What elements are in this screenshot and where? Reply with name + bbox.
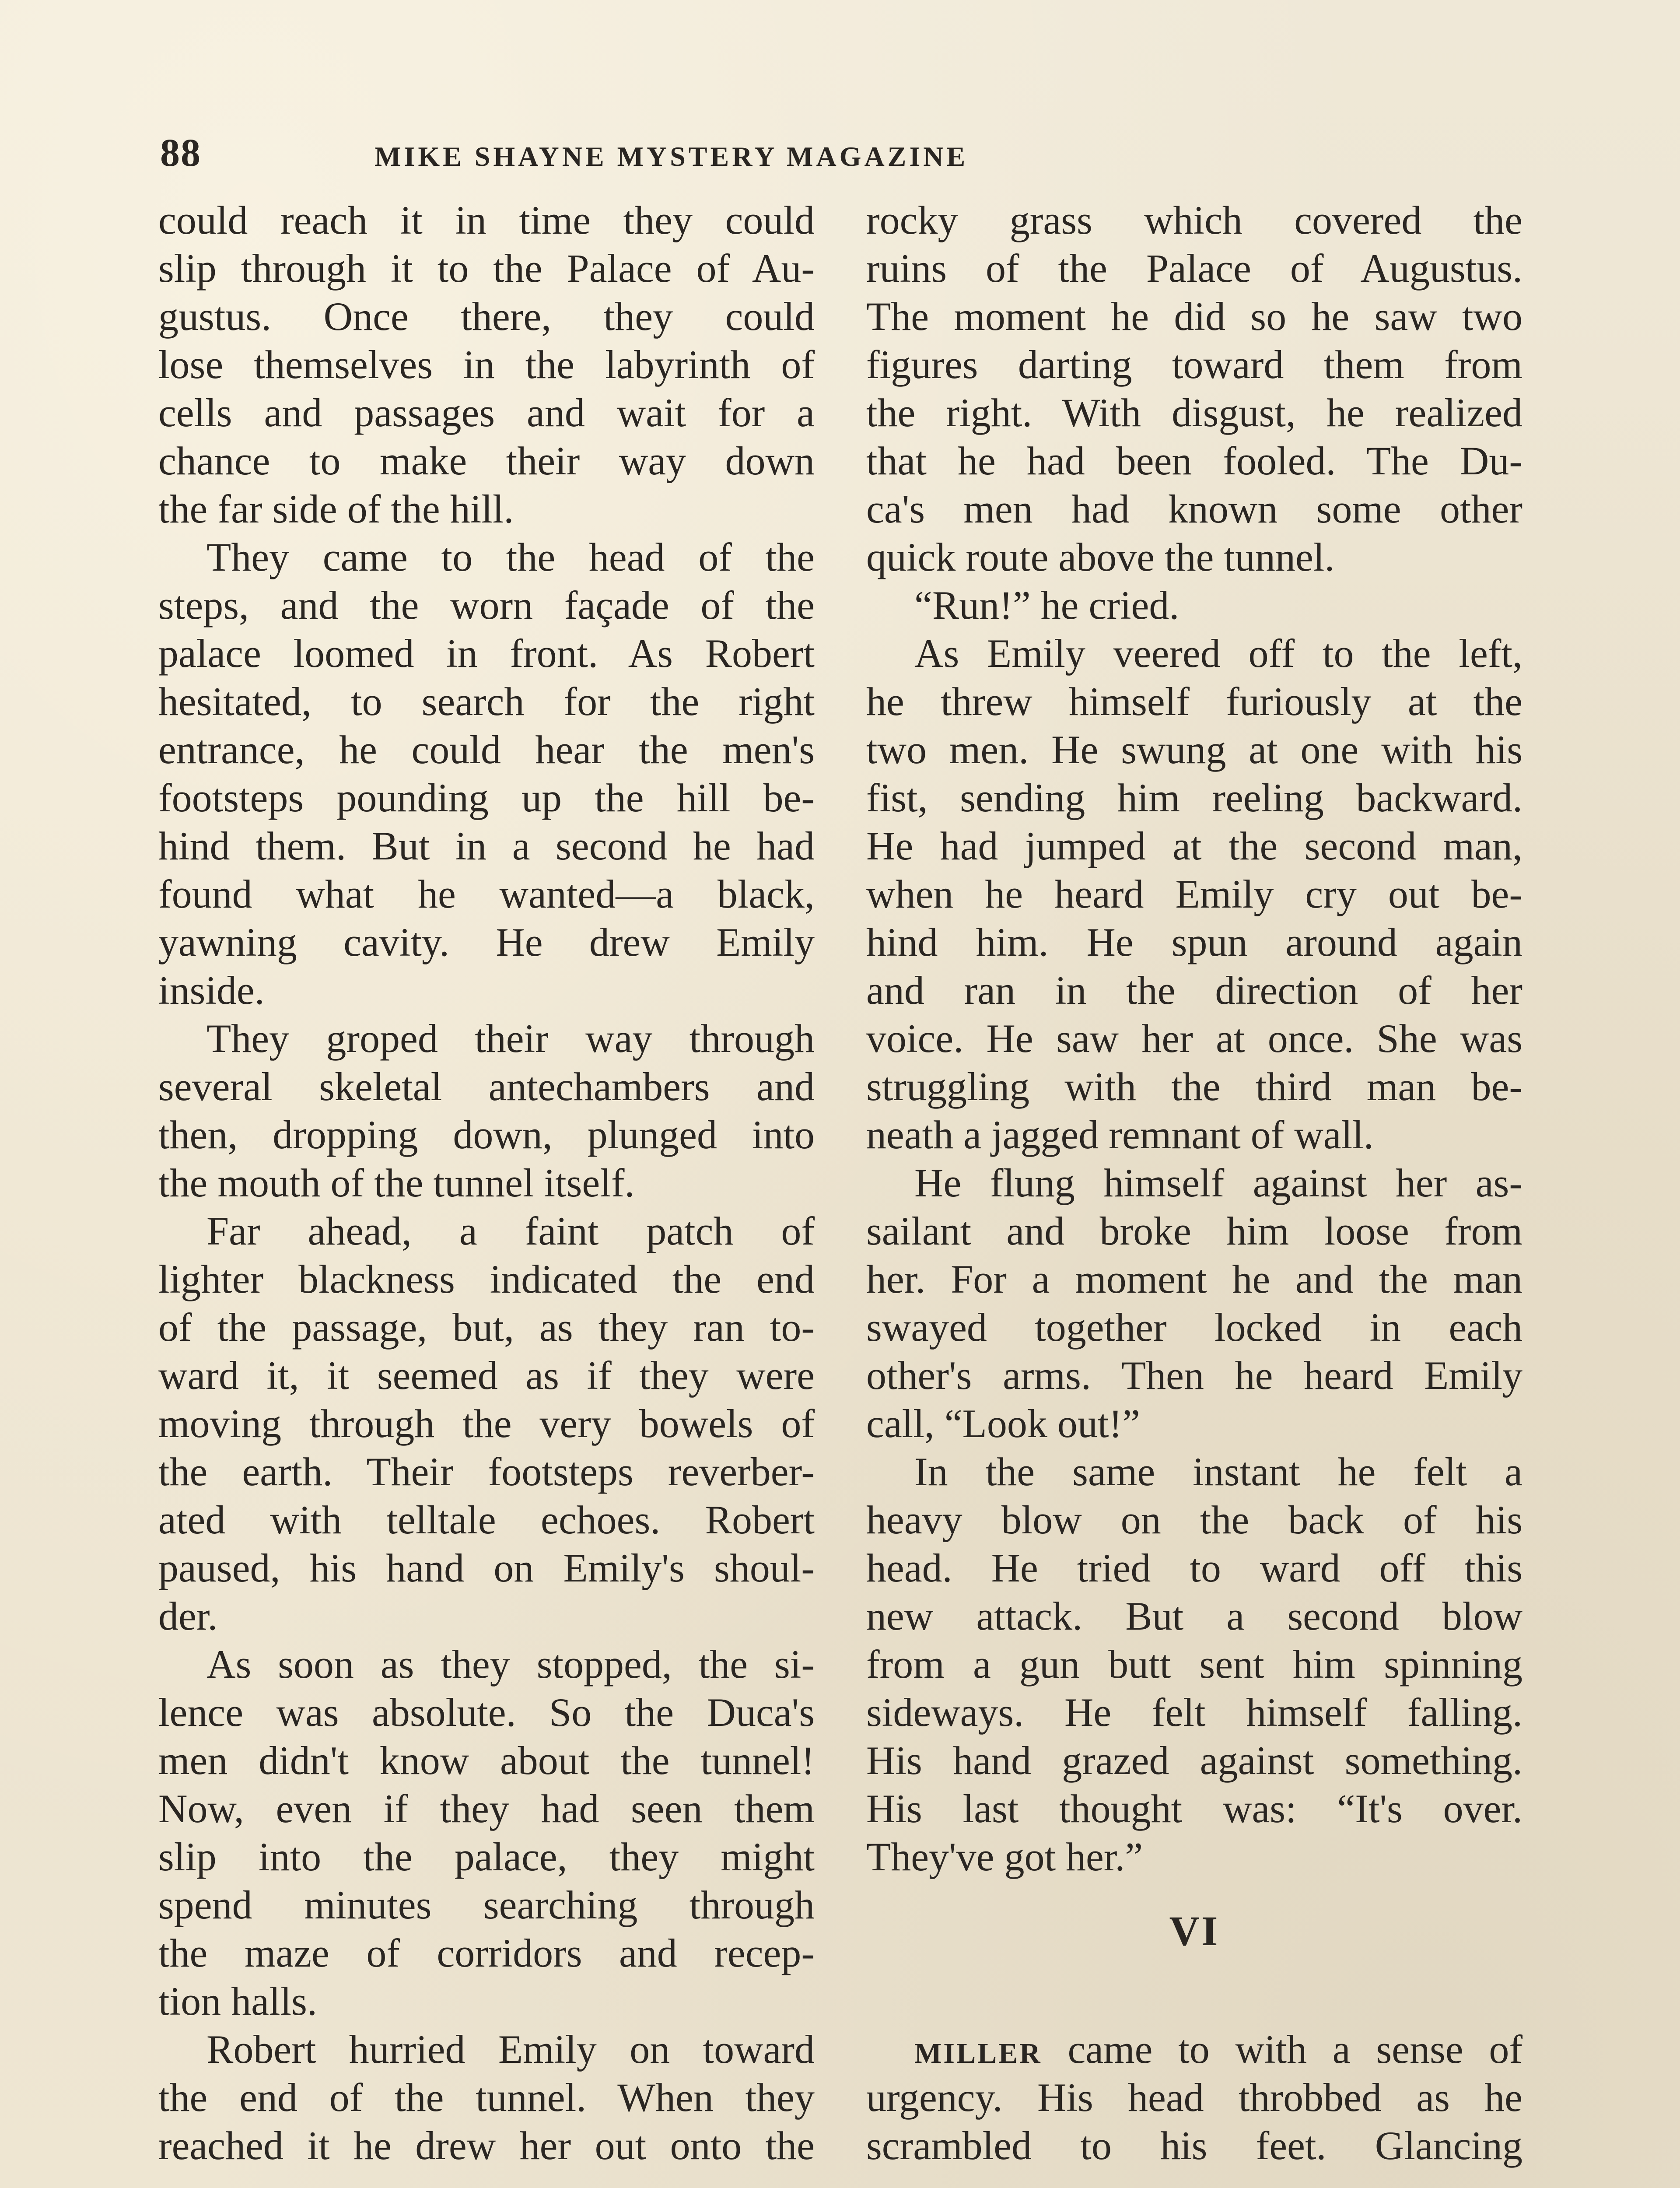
text-line: rocky grass which covered the — [866, 198, 1522, 242]
page-number: 88 — [160, 131, 201, 175]
text-line: neath a jagged remnant of wall. — [866, 1112, 1374, 1157]
text-line: entrance, he could hear the men's — [158, 727, 815, 772]
text-line: struggling with the third man be- — [866, 1064, 1522, 1109]
text-line: Robert hurried Emily on toward — [206, 2027, 815, 2072]
text-line: They've got her.” — [866, 1834, 1143, 1879]
text-line: He had jumped at the second man, — [866, 824, 1522, 868]
text-line: hind them. But in a second he had — [158, 824, 815, 868]
text-line: As soon as they stopped, the si- — [206, 1642, 815, 1687]
text-line: footsteps pounding up the hill be- — [158, 775, 815, 820]
section-number: VI — [1169, 1907, 1220, 1954]
text-line: ated with telltale echoes. Robert — [158, 1497, 815, 1542]
text-line: Far ahead, a faint patch of — [206, 1209, 815, 1253]
text-line: of the passage, but, as they ran to- — [158, 1305, 815, 1350]
text-line: chance to make their way down — [158, 438, 815, 483]
text-line: inside. — [158, 968, 265, 1013]
text-line: reached it he drew her out onto the — [158, 2123, 815, 2168]
text-line: ward it, it seemed as if they were — [158, 1353, 815, 1398]
text-line: voice. He saw her at once. She was — [866, 1016, 1522, 1061]
text-line: They came to the head of the — [206, 535, 815, 579]
text-line: other's arms. Then he heard Emily — [866, 1353, 1522, 1398]
text-line: figures darting toward them from — [866, 342, 1522, 387]
text-line: lose themselves in the labyrinth of — [158, 342, 815, 387]
text-line: the end of the tunnel. When they — [158, 2075, 815, 2120]
text-line: lighter blackness indicated the end — [158, 1257, 815, 1301]
text-line: hind him. He spun around again — [866, 920, 1522, 964]
section-first-line — [866, 2025, 1522, 2073]
section-first-line-rest: came to with a sense of — [1042, 2027, 1522, 2072]
text-line: Now, even if they had seen them — [158, 1786, 815, 1831]
text-line: the far side of the hill. — [158, 487, 514, 531]
text-line: men didn't know about the tunnel! — [158, 1738, 815, 1783]
text-line: moving through the very bowels of — [158, 1401, 815, 1446]
text-line: They groped their way through — [206, 1016, 815, 1061]
text-line: As Emily veered off to the left, — [914, 631, 1522, 676]
text-line: cells and passages and wait for a — [158, 390, 815, 435]
text-line: call, “Look out!” — [866, 1401, 1140, 1446]
text-line: the maze of corridors and recep- — [158, 1931, 815, 1975]
text-line: the earth. Their footsteps reverber- — [158, 1449, 815, 1494]
text-line: der. — [158, 1594, 218, 1638]
text-line: sideways. He felt himself falling. — [866, 1690, 1522, 1735]
section-lead-word: MILLER — [914, 2037, 1042, 2069]
text-line: steps, and the worn façade of the — [158, 583, 815, 628]
text-line: and ran in the direction of her — [866, 968, 1522, 1013]
text-line: spend minutes searching through — [158, 1883, 815, 1927]
text-line: then, dropping down, plunged into — [158, 1112, 815, 1157]
text-line: yawning cavity. He drew Emily — [158, 920, 815, 964]
text-line: the right. With disgust, he realized — [866, 390, 1522, 435]
text-line: fist, sending him reeling backward. — [866, 775, 1522, 820]
text-line: gustus. Once there, they could — [158, 294, 815, 339]
text-line: He flung himself against her as- — [914, 1161, 1522, 1205]
text-line: swayed together locked in each — [866, 1305, 1522, 1350]
left-text-column — [158, 196, 815, 2170]
text-line: lence was absolute. So the Duca's — [158, 1690, 815, 1735]
text-line: palace loomed in front. As Robert — [158, 631, 815, 676]
text-line: “Run!” he cried. — [914, 583, 1180, 628]
text-line: the mouth of the tunnel itself. — [158, 1161, 635, 1205]
running-head: MIKE SHAYNE MYSTERY MAGAZINE — [374, 141, 969, 172]
text-line: from a gun butt sent him spinning — [866, 1642, 1522, 1687]
text-line: ruins of the Palace of Augustus. — [866, 246, 1522, 291]
text-line: when he heard Emily cry out be- — [866, 872, 1522, 916]
text-line: he threw himself furiously at the — [866, 679, 1522, 724]
text-line: hesitated, to search for the right — [158, 679, 815, 724]
text-line: In the same instant he felt a — [914, 1449, 1522, 1494]
text-line: head. He tried to ward off this — [866, 1546, 1522, 1590]
text-line: tion halls. — [158, 1979, 317, 2023]
text-line: two men. He swung at one with his — [866, 727, 1522, 772]
right-text-column — [866, 196, 1522, 2170]
text-line: urgency. His head throbbed as he — [866, 2075, 1522, 2120]
text-line: sailant and broke him loose from — [866, 1209, 1522, 1253]
text-line: slip into the palace, they might — [158, 1834, 815, 1879]
text-line: His last thought was: “It's over. — [866, 1786, 1522, 1831]
text-line: ca's men had known some other — [866, 487, 1522, 531]
text-line: slip through it to the Palace of Au- — [158, 246, 815, 291]
text-line: quick route above the tunnel. — [866, 535, 1335, 579]
text-line: her. For a moment he and the man — [866, 1257, 1522, 1301]
text-line: new attack. But a second blow — [866, 1594, 1522, 1638]
text-line: scrambled to his feet. Glancing — [866, 2123, 1522, 2168]
text-line: that he had been fooled. The Du- — [866, 438, 1522, 483]
text-line: paused, his hand on Emily's shoul- — [158, 1546, 815, 1590]
text-line: His hand grazed against something. — [866, 1738, 1522, 1783]
text-line: heavy blow on the back of his — [866, 1497, 1522, 1542]
page-header — [160, 127, 1522, 179]
text-line: could reach it in time they could — [158, 198, 815, 242]
text-line: found what he wanted—a black, — [158, 872, 815, 916]
text-line: The moment he did so he saw two — [866, 294, 1522, 339]
text-line: several skeletal antechambers and — [158, 1064, 815, 1109]
